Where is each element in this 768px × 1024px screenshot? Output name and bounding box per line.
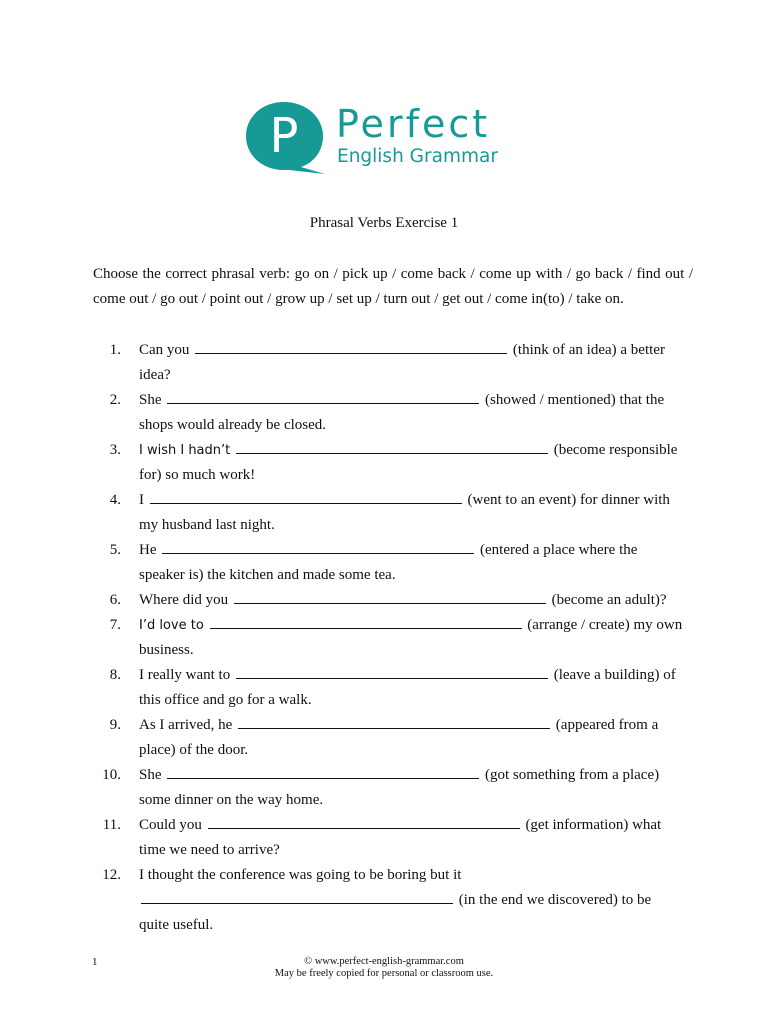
item-number: 8. [109,667,121,683]
item-text [139,438,684,488]
footer-usage-note: May be freely copied for personal or classroom use. [274,968,494,979]
answer-blank[interactable] [162,540,474,554]
item-text [139,538,684,588]
item-hint: (went to an event) for dinner with my husband last night. [139,492,670,533]
item-hint: (think of an idea) a better idea? [139,342,665,383]
item-text [139,813,684,863]
list-item [0,613,768,663]
answer-blank[interactable] [167,390,479,404]
logo-letter: P [269,108,299,164]
item-number: 2. [109,392,121,408]
item-number: 6. [109,592,121,608]
list-item [0,438,768,488]
list-item [0,863,768,938]
item-hint: (get information) what time we need to arrive? [139,817,662,858]
item-prompt: As I arrived, he [139,717,233,733]
item-hint: (become responsible for) so much work! [139,442,678,483]
item-prompt: I really want to [139,667,231,683]
item-hint: (appeared from a place) of the door. [139,717,659,758]
item-prompt: I wish I hadn’t [139,443,231,458]
logo-word-perfect: Perfect [336,102,491,146]
list-item [0,538,768,588]
item-text [139,488,684,538]
list-item [0,813,768,863]
item-number: 9. [109,717,121,733]
item-number: 12. [102,867,121,883]
item-prompt: Could you [139,817,202,833]
item-number: 4. [109,492,121,508]
answer-blank[interactable] [210,615,522,629]
item-prompt: She [139,767,162,783]
list-item [0,388,768,438]
item-text [139,863,684,938]
item-hint: (become an adult)? [551,592,667,608]
item-number: 10. [102,767,121,783]
item-text [139,388,684,438]
logo [244,100,534,176]
item-prompt: I’d love to [139,618,204,633]
item-prompt: I thought the conference was going to be boring but it [139,867,462,883]
list-item [0,488,768,538]
item-hint: (in the end we discovered) to be quite useful. [139,892,652,933]
item-number: 5. [109,542,121,558]
item-prompt: He [139,542,157,558]
item-hint: (entered a place where the speaker is) the kitchen and made some tea. [139,542,638,583]
answer-blank[interactable] [236,665,548,679]
answer-blank[interactable] [195,340,507,354]
list-item [0,338,768,388]
exercise-list [0,338,768,938]
speech-bubble-p-logo-icon [244,100,328,176]
item-prompt: She [139,392,162,408]
footer [0,956,768,980]
item-prompt: Can you [139,342,190,358]
list-item [0,763,768,813]
answer-blank[interactable] [236,440,548,454]
item-prompt: I [139,492,144,508]
item-prompt: Where did you [139,592,229,608]
item-text [139,613,684,663]
item-text [139,763,684,813]
page-title: Phrasal Verbs Exercise 1 [309,215,459,231]
item-hint: (showed / mentioned) that the shops would already be closed. [139,392,665,433]
answer-blank[interactable] [141,890,453,904]
item-number: 1. [109,342,121,358]
item-number: 11. [102,817,121,833]
answer-blank[interactable] [238,715,550,729]
item-hint: (arrange / create) my own business. [139,617,683,658]
item-text [139,713,684,763]
answer-blank[interactable] [234,590,546,604]
instructions: Choose the correct phrasal verb: go on / pick up / come back / come up with / go back / find out / come out / go out / point out / grow up / set up / turn out / get out / come in(to) / take on. [93,266,693,307]
answer-blank[interactable] [167,765,479,779]
footer-copyright: © www.perfect-english-grammar.com [304,956,464,967]
list-item [0,663,768,713]
answer-blank[interactable] [150,490,462,504]
item-hint: (got something from a place) some dinner on the way home. [139,767,660,808]
list-item [0,713,768,763]
page-number: 1 [92,956,98,968]
item-number: 7. [109,617,121,633]
item-text [139,588,684,613]
list-item [0,588,768,613]
item-text [139,338,684,388]
answer-blank[interactable] [208,815,520,829]
item-hint: (leave a building) of this office and go for a walk. [139,667,676,708]
logo-word-english-grammar: English Grammar [337,146,498,167]
item-number: 3. [109,442,121,458]
item-text [139,663,684,713]
